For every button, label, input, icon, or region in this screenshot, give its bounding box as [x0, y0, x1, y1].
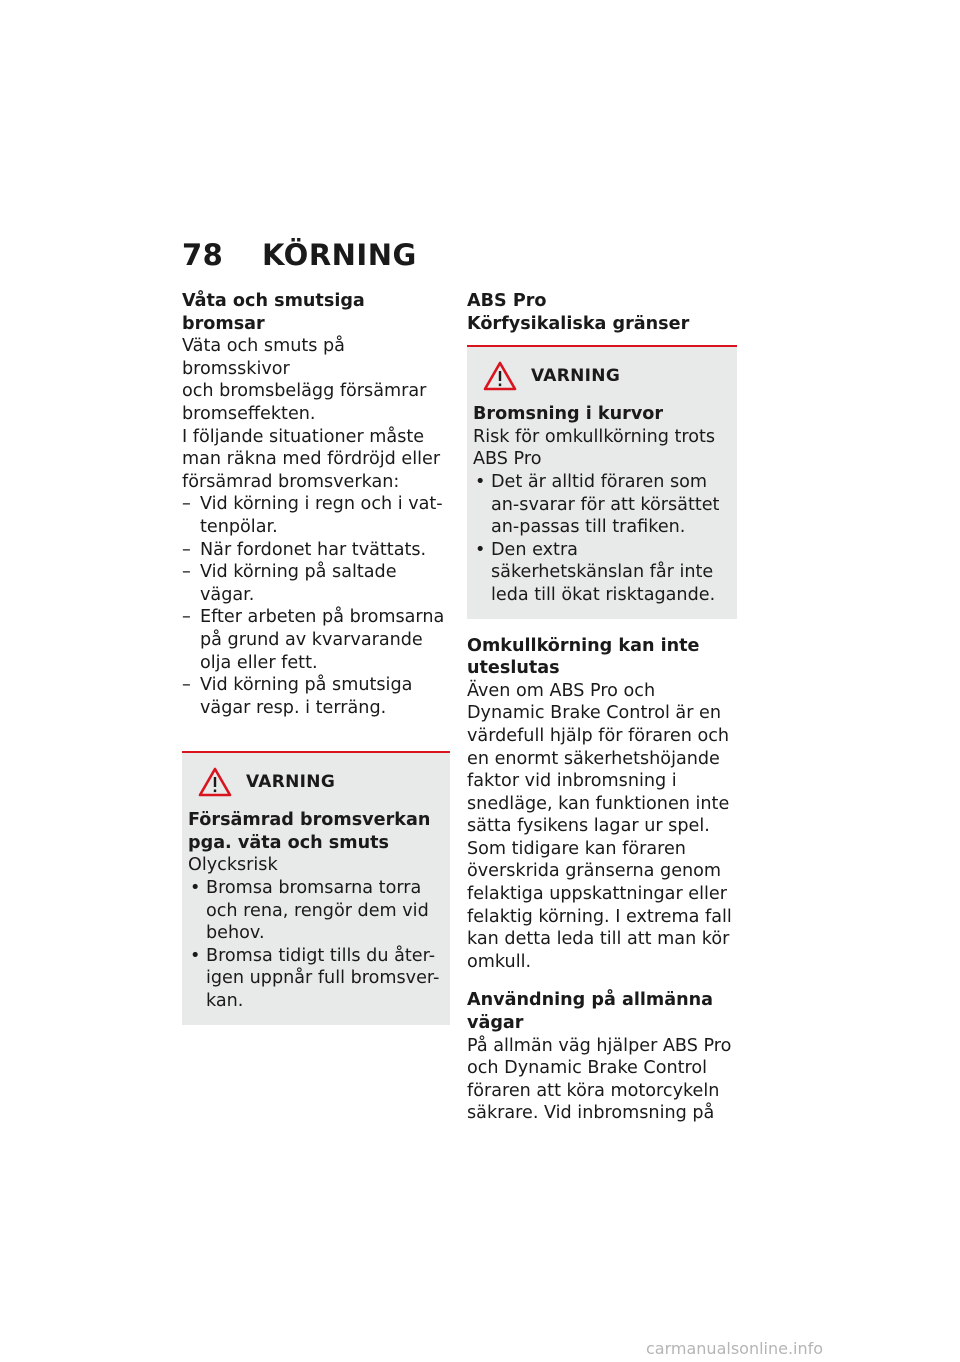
warning-title: VARNING [246, 771, 336, 792]
page-number: 78 [182, 238, 224, 272]
intro-line: och bromsbelägg försämrar [182, 381, 427, 402]
para-line: Dynamic Brake Control är en [467, 703, 722, 724]
para-line: föraren att köra motorcykeln [467, 1080, 720, 1101]
page-header [182, 238, 417, 272]
para-line: snedläge, kan funktionen inte [467, 793, 730, 814]
para-line: faktor vid inbromsning i [467, 771, 677, 792]
overturn-paragraph [467, 680, 737, 974]
list-item: – När fordonet har tvättats. [182, 539, 450, 562]
warning-triangle-icon [483, 361, 517, 391]
situations-paragraph [182, 426, 450, 494]
para-line: värdefull hjälp för föraren och [467, 725, 730, 746]
abs-pro-subheading: Körfysikaliska gränser [467, 313, 690, 334]
warning-box-brakes [182, 751, 450, 1024]
para-line: försämrad bromsverkan: [182, 471, 400, 492]
list-item: – Vid körning i regn och i vat-tenpölar. [182, 493, 450, 538]
public-roads-paragraph [467, 1035, 737, 1125]
warning-heading: Bromsning i kurvor [473, 404, 664, 425]
para-line: I följande situationer måste [182, 426, 425, 447]
para-line: felaktiga uppskattningar eller [467, 884, 727, 905]
para-line: omkull. [467, 951, 532, 972]
warning-bullets [188, 877, 440, 1013]
overturn-heading: uteslutas [467, 658, 560, 679]
right-column [467, 290, 737, 1125]
para-line: säkrare. Vid inbromsning på [467, 1103, 715, 1124]
warning-title: VARNING [531, 365, 621, 386]
situations-list [182, 493, 450, 719]
intro-line: bromseffekten. [182, 403, 316, 424]
warning-header [473, 361, 727, 391]
list-item: – Efter arbeten på bromsarna på grund av kvarvarande olja eller fett. [182, 606, 450, 674]
warning-risk: ABS Pro [473, 449, 542, 470]
abs-pro-heading: ABS Pro [467, 291, 547, 311]
list-item: • Bromsa bromsarna torra och rena, rengör dem vid behov. [188, 877, 440, 945]
para-line: På allmän väg hjälper ABS Pro [467, 1035, 732, 1056]
list-item: • Det är alltid föraren som an-svarar för att körsättet an-passas till trafiken. [473, 471, 727, 539]
list-item: – Vid körning på saltade vägar. [182, 561, 450, 606]
section-title: KÖRNING [262, 238, 417, 272]
para-line: felaktig körning. I extrema fall [467, 906, 732, 927]
site-watermark: carmanualsonline.info [646, 1339, 824, 1358]
list-item: – Vid körning på smutsiga vägar resp. i terräng. [182, 674, 450, 719]
para-line: överskrida gränserna genom [467, 861, 722, 882]
para-line: och Dynamic Brake Control [467, 1058, 708, 1079]
para-line: man räkna med fördröjd eller [182, 449, 441, 470]
public-roads-heading: Användning på allmänna [467, 990, 714, 1011]
para-line: en enormt säkerhetshöjande [467, 748, 720, 769]
warning-heading: Försämrad bromsverkan [188, 810, 431, 831]
para-line: Som tidigare kan föraren [467, 838, 686, 859]
warning-box-curves [467, 345, 737, 618]
list-item: • Den extra säkerhetskänslan får inte leda till ökat risktagande. [473, 539, 727, 607]
overturn-heading: Omkullkörning kan inte [467, 635, 700, 656]
para-line: sätta fysikens lagar ur spel. [467, 816, 710, 837]
left-column [182, 290, 450, 1025]
warning-risk: Risk för omkullkörning trots [473, 426, 716, 447]
warning-triangle-icon [198, 767, 232, 797]
warning-heading: pga. väta och smuts [188, 832, 389, 853]
warning-bullets [473, 471, 727, 607]
public-roads-heading: vägar [467, 1013, 524, 1034]
warning-header [188, 767, 440, 797]
warning-risk: Olycksrisk [188, 855, 278, 876]
para-line: kan detta leda till att man kör [467, 929, 730, 950]
wet-brakes-heading: Våta och smutsiga bromsar [182, 291, 365, 334]
wet-brakes-intro [182, 335, 450, 425]
list-item: • Bromsa tidigt tills du åter-igen uppnår full bromsver-kan. [188, 945, 440, 1013]
intro-line: Väta och smuts på bromsskivor [182, 336, 345, 379]
para-line: Även om ABS Pro och [467, 680, 656, 701]
